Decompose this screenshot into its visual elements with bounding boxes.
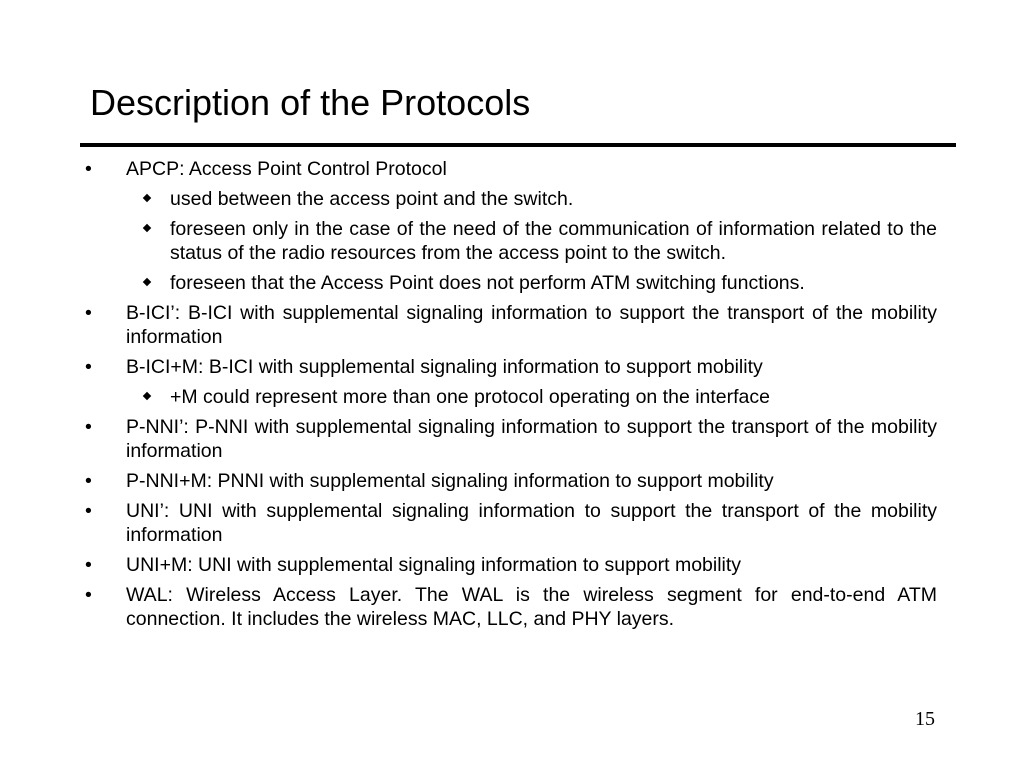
bullet-item	[85, 469, 937, 493]
bullet-text: APCP: Access Point Control Protocol	[126, 158, 447, 180]
bullet-item	[85, 157, 937, 181]
bullet-marker: •	[85, 470, 92, 492]
bullet-item	[85, 583, 937, 631]
bullet-item	[85, 301, 937, 349]
sub-bullet-item	[85, 385, 937, 409]
page-number: 15	[915, 708, 935, 730]
diamond-bullet-icon	[143, 385, 153, 409]
bullet-item	[85, 499, 937, 547]
bullet-text: B-ICI+M: B-ICI with supplemental signaling information to support mobility	[126, 356, 763, 378]
bullet-marker: •	[85, 584, 92, 606]
bullet-marker: •	[85, 500, 92, 522]
bullet-marker: •	[85, 554, 92, 576]
bullet-marker: •	[85, 158, 92, 180]
slide-title: Description of the Protocols	[90, 82, 531, 123]
bullet-item	[85, 553, 937, 577]
sub-bullet-text: +M could represent more than one protocol operating on the interface	[170, 386, 770, 408]
sub-bullet-item	[85, 271, 937, 295]
bullet-marker: •	[85, 416, 92, 438]
diamond-bullet-icon	[143, 217, 153, 241]
sub-bullet-item	[85, 217, 937, 265]
bullet-item	[85, 415, 937, 463]
diamond-bullet-icon	[143, 271, 153, 295]
sub-bullet-text: foreseen only in the case of the need of the communication of information related to the status of the radio resources from the access point to the switch.	[170, 218, 937, 264]
bullet-text: UNI’: UNI with supplemental signaling information to support the transport of the mobility information	[126, 500, 937, 546]
bullet-text: P-NNI+M: PNNI with supplemental signaling information to support mobility	[126, 470, 774, 492]
bullet-text: WAL: Wireless Access Layer. The WAL is the wireless segment for end-to-end ATM connection. It includes the wireless MAC, LLC, and PHY layers.	[126, 584, 937, 630]
sub-bullet-text: used between the access point and the switch.	[170, 188, 574, 210]
bullet-text: B-ICI’: B-ICI with supplemental signaling information to support the transport of the mobility information	[126, 302, 937, 348]
bullet-text: UNI+M: UNI with supplemental signaling information to support mobility	[126, 554, 742, 576]
sub-bullet-text: foreseen that the Access Point does not perform ATM switching functions.	[170, 272, 805, 294]
bullet-list	[85, 157, 937, 631]
diamond-bullet-icon	[143, 187, 153, 211]
bullet-marker: •	[85, 356, 92, 378]
bullet-marker: •	[85, 302, 92, 324]
title-underline	[80, 143, 956, 147]
bullet-text: P-NNI’: P-NNI with supplemental signaling information to support the transport of the mobility information	[126, 416, 937, 462]
bullet-item	[85, 355, 937, 379]
sub-bullet-item	[85, 187, 937, 211]
